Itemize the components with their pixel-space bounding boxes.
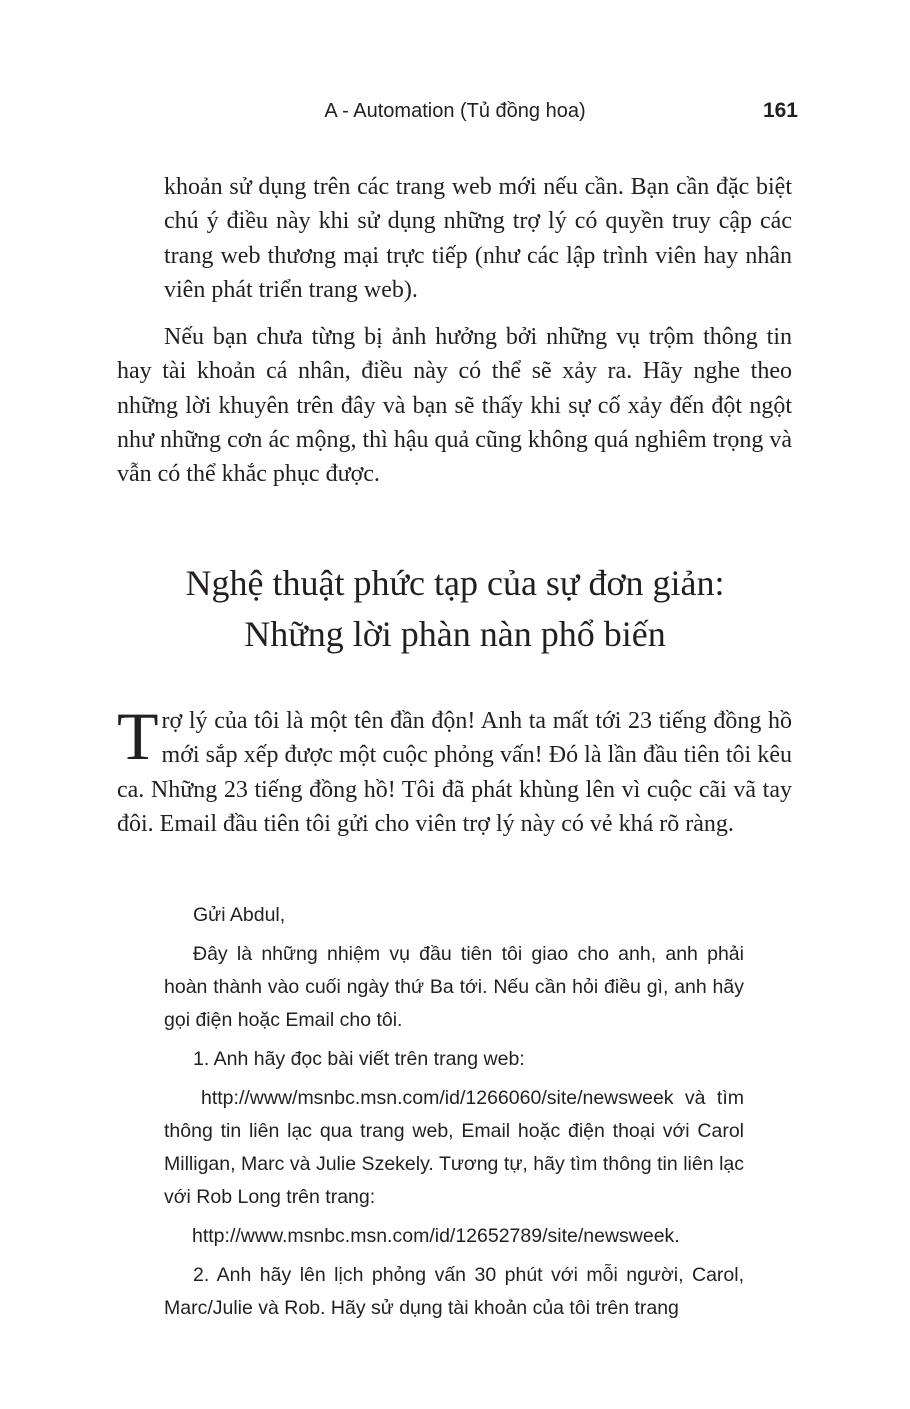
letter-item-1-url: http://www.msnbc.msn.com/id/12652789/site/newsweek. [192,1225,680,1247]
letter-body [164,938,744,1037]
section-heading-line-1: Nghệ thuật phức tạp của sự đơn giản: [185,563,725,603]
paragraph-continued: khoản sử dụng trên các trang web mới nếu cần. Bạn cần đặc biệt chú ý điều này khi sử dụng những trợ lý có quyền truy cập các trang web thương mại trực tiếp (như các lập trình viên hay nhân viên phát triển trang web). [164,174,792,303]
paragraph-two: Nếu bạn chưa từng bị ảnh hưởng bởi những vụ trộm thông tin hay tài khoản cá nhân, điều này có thể sẽ xảy ra. Hãy nghe theo những lời khuyên trên đây và bạn sẽ thấy khi sự cố xảy đến đột ngột như những cơn ác mộng, thì hậu quả cũng không quá nghiêm trọng và vẫn có thể khắc phục được. [117,324,792,488]
letter-item-1-detail [164,1082,744,1214]
section-heading-line-2: Những lời phàn nàn phổ biến [244,614,666,654]
letter-body-text: Đây là những nhiệm vụ đầu tiên tôi giao cho anh, anh phải hoàn thành vào cuối ngày thứ Ba tới. Nếu cần hỏi điều gì, anh hãy gọi điện hoặc Email cho tôi. [164,943,744,1031]
letter-item-1-detail-text: http://www/msnbc.msn.com/id/1266060/site/newsweek và tìm thông tin liên lạc qua trang web, Email hoặc điện thoại với Carol Milligan, Marc và Julie Szekely. Tương tự, hãy tìm thông tin liên lạc với Rob Long trên trang: [164,1087,744,1208]
page-number: 161 [762,99,798,122]
section-heading [60,558,850,660]
letter-greeting: Gửi Abdul, [193,904,286,926]
letter-item-2 [164,1259,744,1325]
letter-item-1: 1. Anh hãy đọc bài viết trên trang web: [193,1048,525,1070]
running-head-title: A - Automation (Tủ đồng hoa) [324,100,586,122]
intro-paragraph [117,698,792,841]
letter-block [164,899,744,1325]
letter-item-2-text: 2. Anh hãy lên lịch phỏng vấn 30 phút với mỗi người, Carol, Marc/Julie và Rob. Hãy sử dụng tài khoản của tôi trên trang [164,1264,744,1319]
running-head [0,96,910,126]
drop-cap: T [117,698,159,774]
intro-text: rợ lý của tôi là một tên đần độn! Anh ta mất tới 23 tiếng đồng hồ mới sắp xếp được một cuộc phỏng vấn! Đó là lần đầu tiên tôi kêu ca. Những 23 tiếng đồng hồ! Tôi đã phát khùng lên vì cuộc cãi vã tay đôi. Email đầu tiên tôi gửi cho viên trợ lý này có vẻ khá rõ ràng. [117,708,792,837]
